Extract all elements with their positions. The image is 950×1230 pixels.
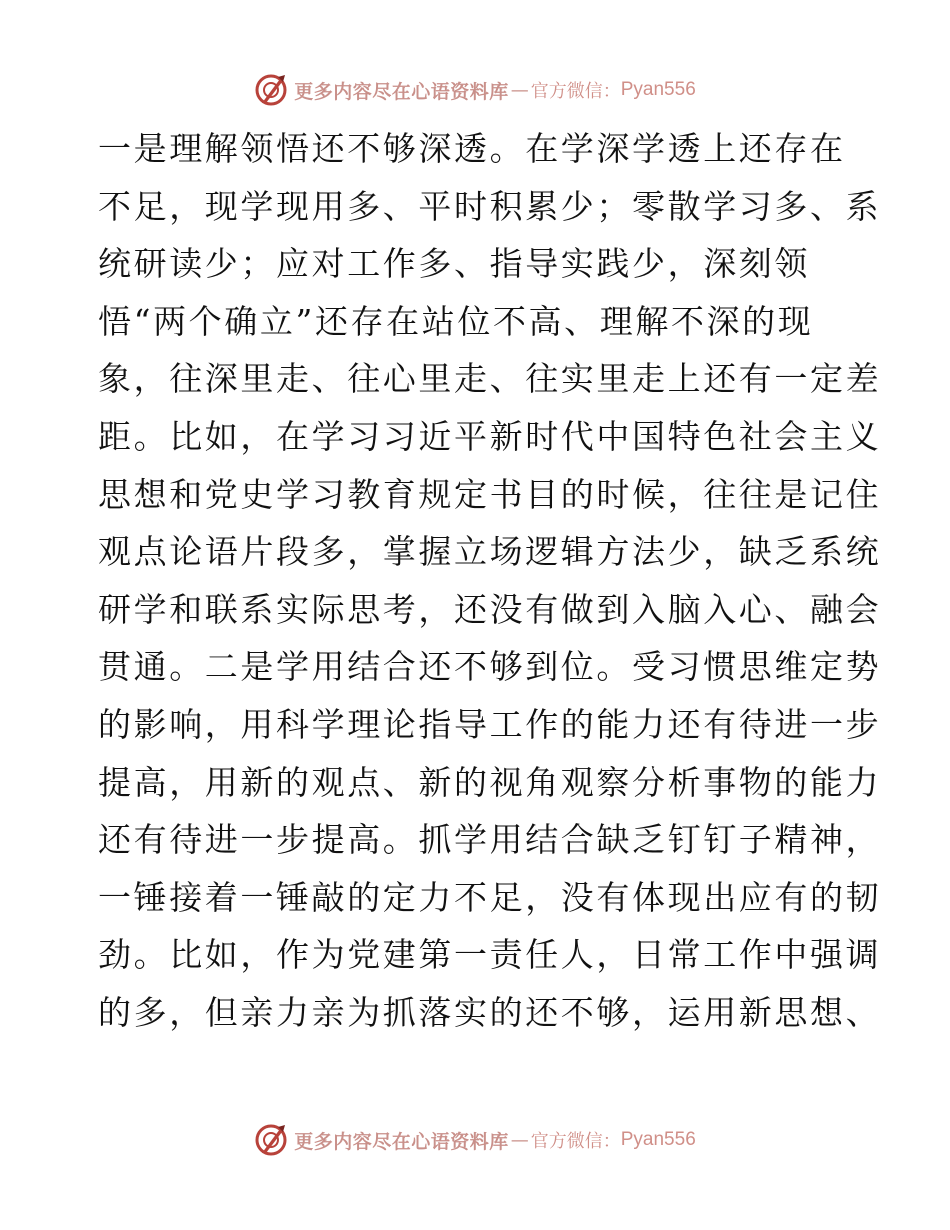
quill-logo-icon: [254, 1123, 288, 1157]
banner-wechat-label: 官方微信：: [530, 81, 621, 102]
body-line: 距。比如，在学习习近平新时代中国特色社会主义: [98, 416, 882, 456]
header-banner: [0, 70, 950, 110]
body-line: 的影响，用科学理论指导工作的能力还有待进一步: [98, 704, 882, 744]
body-line: 观点论语片段多，掌握立场逻辑方法少，缺乏系统: [98, 532, 882, 572]
quill-logo-icon: [254, 73, 288, 107]
body-line: 象，往深里走、往心里走、往实里走上还有一定差: [98, 359, 882, 399]
body-line: 还有待进一步提高。抓学用结合缺乏钉钉子精神，: [98, 820, 882, 860]
body-line: 的多，但亲力亲为抓落实的还不够，运用新思想、: [98, 992, 882, 1032]
body-line: 悟“两个确立”还存在站位不高、理解不深的现: [98, 301, 814, 341]
banner-main-text: 更多内容尽在心语资料库: [294, 80, 509, 103]
body-line: 研学和联系实际思考，还没有做到入脑入心、融会: [98, 589, 882, 629]
footer-banner: [0, 1120, 950, 1160]
banner-separator: —: [510, 1129, 529, 1151]
body-line: 贯通。二是学用结合还不够到位。受习惯思维定势: [98, 647, 882, 687]
banner-wechat-id: Pyan556: [620, 79, 696, 100]
body-line: 思想和党史学习教育规定书目的时候，往往是记住: [98, 474, 882, 514]
document-body: [98, 120, 882, 1042]
banner-main-text: 更多内容尽在心语资料库: [294, 1130, 509, 1153]
body-line: 一锤接着一锤敲的定力不足，没有体现出应有的韧: [98, 877, 882, 917]
body-line: 不足，现学现用多、平时积累少；零散学习多、系: [98, 186, 882, 226]
banner-separator: —: [510, 79, 529, 101]
body-line: 统研读少；应对工作多、指导实践少，深刻领: [98, 244, 810, 284]
body-line: 一是理解领悟还不够深透。在学深学透上还存在: [98, 129, 846, 168]
banner-wechat-label: 官方微信：: [530, 1131, 621, 1152]
body-line: 提高，用新的观点、新的视角观察分析事物的能力: [98, 762, 882, 802]
body-line: 劲。比如，作为党建第一责任人，日常工作中强调: [98, 935, 882, 975]
banner-wechat-id: Pyan556: [620, 1129, 696, 1150]
